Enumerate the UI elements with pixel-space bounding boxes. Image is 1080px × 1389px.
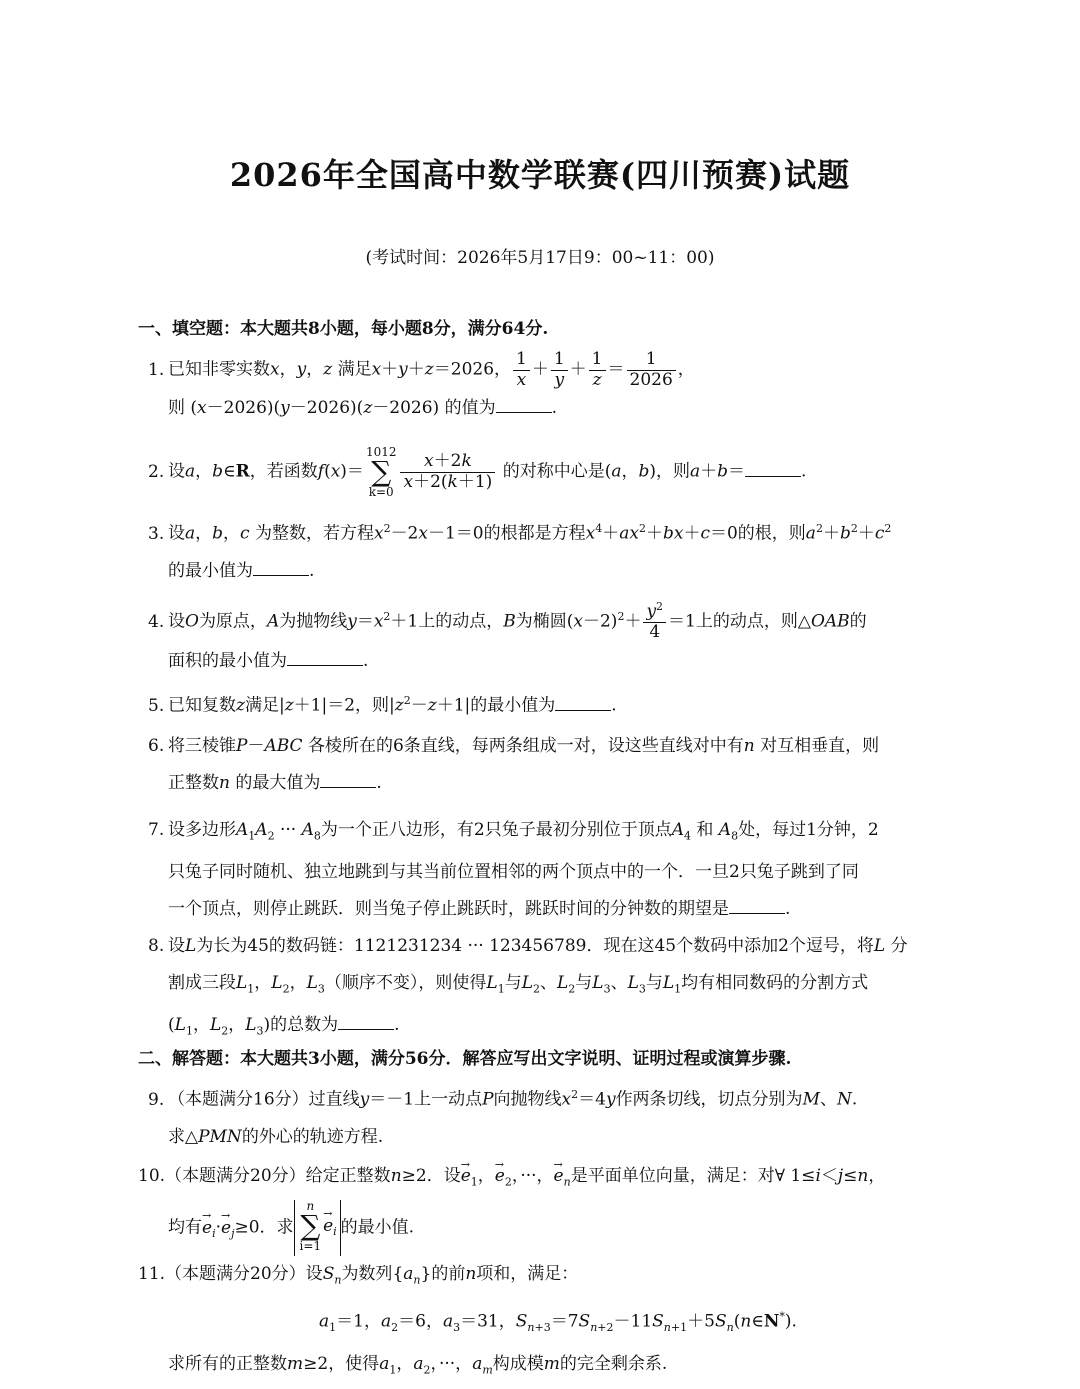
problem-number: 7. xyxy=(148,820,165,840)
problem-7: 7. 设多边形$A_1A_2$ ··· $A_8$为一个正八边形，有2只兔子最初分别位于顶点$A_4$ 和 $A_8$处，每过1分钟，2 只兔子同时随机、独立地跳到与其当前位置相邻的两个顶点中的一个．一旦2只兔子跳到了同 一个顶点，则停止跳跃．则当兔子停止跳跃时，跳跃时间的分钟数的期望是 . xyxy=(148,812,948,928)
answer-blank[interactable] xyxy=(745,460,801,477)
problem-10: 10.（本题满分20分）给定正整数n≥2．设→ $e_1$，→ $e_2$，···，→ $e_n$是平面单位向量，满足：对∀ 1≤i＜j≤n， 均有→ $e_i\cdot\to e_j\ge 0$．求n ∑ $i=1\to e_i$ 的最小值. xyxy=(148,1158,948,1258)
problem-4: 4. 设O为原点，A为抛物线$y=x^2+1$上的动点，B为椭圆$(x-2)^2+$ $\frac{y^2}{4}$ ＝1上的动点，则△OAB的 面积的最小值为 . xyxy=(148,600,867,672)
problem-number: 10. xyxy=(138,1166,166,1186)
problem-number: 9. xyxy=(148,1089,165,1110)
problem-11: 11.（本题满分20分）设$S_n$为数列$\{a_n\}$的前n项和，满足： $a_1=1$，$a_2=6$，$a_3=31$，$S_{n+3}=7S_{n+2}-11S_{n+1}+5S_n(n\in N^*)$. 求所有的正整数m≥2，使得$a_1$，$a_2$，···，$a_m$构成模m的完全剩余系. xyxy=(148,1256,948,1389)
problem-2: 2. 设a，b∈R，若函数f(x)＝1012 ∑ k=0 $\frac{x+2k}{x+2(k+1)}$ 的对称中心是(a，b)，则a＋b＝ . xyxy=(148,445,807,499)
exam-title: 2026年全国高中数学联赛(四川预赛)试题 xyxy=(229,156,851,194)
problem-6: 6. 将三棱锥P－ABC 各棱所在的6条直线，每两条组成一对，设这些直线对中有n 对互相垂直，则 正整数n 的最大值为 . xyxy=(148,728,948,802)
problem-1: 1. 已知非零实数x，y，z 满足x＋y＋z＝2026， $\frac{1}{x}$ ＋ $\frac{1}{y}$ ＋ $\frac{1}{z}$ ＝ $\frac{1}{2026}$ ， 则 (x－2026)(y－2026)(z－2026) 的值为 . xyxy=(148,349,695,419)
answer-blank[interactable] xyxy=(496,396,552,413)
problem-number: 1. xyxy=(148,359,165,380)
summation-symbol: 1012 ∑ k=0 xyxy=(365,445,397,499)
problem-number: 6. xyxy=(148,736,165,756)
section-fill-blank-heading: 一、填空题：本大题共8小题，每小题8分，满分64分. xyxy=(138,319,549,339)
exam-time: (考试时间：2026年5月17日9：00~11：00) xyxy=(365,248,715,268)
problem-number: 5. xyxy=(148,695,165,716)
problem-9: 9. （本题满分16分）过直线y＝－1上一动点P向抛物线$x^2=4y$作两条切线，切点分别为M、N. 求△PMN的外心的轨迹方程. xyxy=(148,1076,948,1156)
answer-blank[interactable] xyxy=(338,1013,394,1030)
recurrence-equation: $a_1=1$，$a_2=6$，$a_3=31$，$S_{n+3}=7S_{n+2}-11S_{n+1}+5S_n(n\in N^*)$. xyxy=(319,1310,797,1335)
problem-number: 3. xyxy=(148,523,165,544)
answer-blank[interactable] xyxy=(555,694,611,711)
vector-sum-norm: n ∑ $i=1\to e_i$ xyxy=(294,1200,341,1256)
section-solution-heading: 二、解答题：本大题共3小题，满分56分．解答应写出文字说明、证明过程或演算步骤. xyxy=(138,1049,792,1069)
problem-number: 4. xyxy=(148,611,165,632)
problem-8: 8. 设L为长为45的数码链：1121231234 ··· 123456789．现在这45个数码中添加2个逗号，将L 分 割成三段$L_1$，$L_2$，$L_3$（顺序不变），则使得$L_1$与$L_2$、$L_2$与$L_3$、$L_3$与$L_1$均有相同数码的分割方式 ($L_1$，$L_2$，$L_3$)的总数为 . xyxy=(148,928,948,1050)
problem-number: 11. xyxy=(138,1264,166,1284)
answer-blank[interactable] xyxy=(320,771,376,788)
answer-blank[interactable] xyxy=(287,649,363,666)
problem-5: 5. 已知复数z满足|z＋1|＝2，则$|z^2-z+1|$的最小值为 . xyxy=(148,682,948,725)
problem-3: 3. 设a，b，c 为整数，若方程$x^2-2x-1=0$的根都是方程$x^4+ax^2+bx+c=0$的根，则$a^2+b^2+c^2$ 的最小值为 . xyxy=(148,510,948,590)
answer-blank[interactable] xyxy=(253,559,309,576)
problem-number: 8. xyxy=(148,936,165,956)
answer-blank[interactable] xyxy=(729,897,785,914)
problem-number: 2. xyxy=(148,461,165,482)
